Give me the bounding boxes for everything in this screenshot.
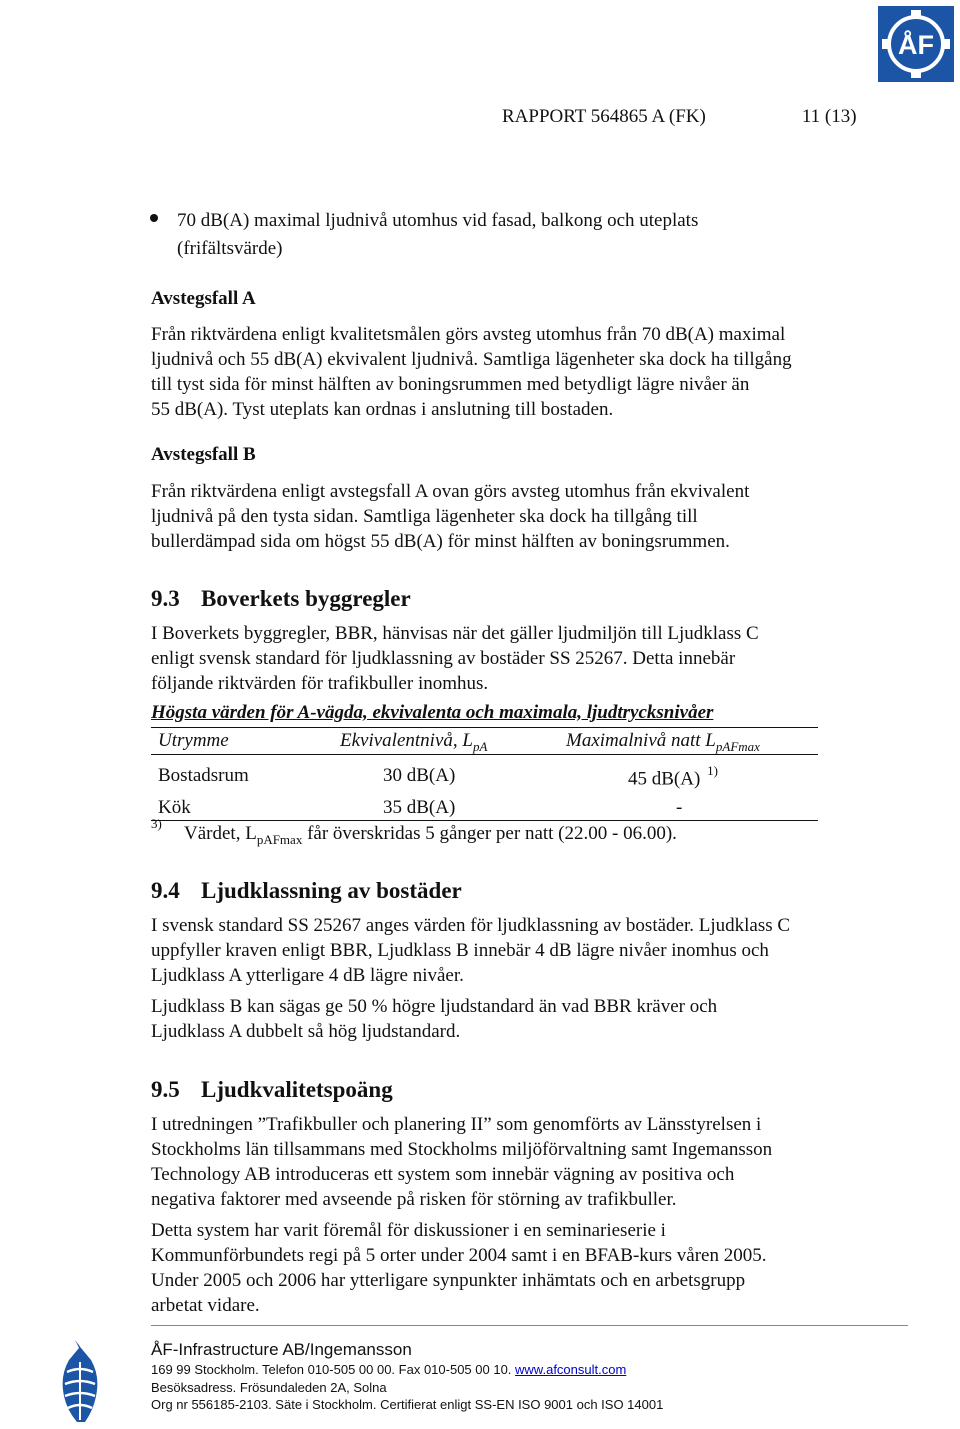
text-line: Från riktvärdena enligt avstegsfall A ovan görs avsteg utomhus från ekvivalent [151, 481, 750, 502]
text-line: negativa faktorer med avseende på risken för störning av trafikbuller. [151, 1189, 677, 1210]
text-line: följande riktvärden för trafikbuller inomhus. [151, 673, 489, 694]
table-top-rule [151, 727, 818, 728]
text-line: Ljudklass B kan sägas ge 50 % högre ljudstandard än vad BBR kräver och [151, 996, 718, 1017]
table-cell-equivalent: 30 dB(A) [383, 765, 456, 786]
header-text: Ekvivalentnivå, L [340, 730, 473, 751]
table-cell-maximum [628, 765, 718, 790]
bullet-item [177, 207, 837, 263]
section-title: Ljudkvalitetspoäng [201, 1077, 393, 1102]
report-header [502, 106, 857, 128]
footnote-subscript: pAFmax [256, 831, 303, 847]
avstegsfall-a-paragraph [151, 322, 851, 422]
table-header-room: Utrymme [158, 730, 229, 751]
text-line: Kommunförbundets regi på 5 orter under 2004 samt i en BFAB-kurs våren 2005. [151, 1245, 767, 1266]
text-line: I svensk standard SS 25267 anges värden för ljudklassning av bostäder. Ljudklass C [151, 915, 791, 936]
section-number: 9.5 [151, 1077, 180, 1102]
footer-divider [151, 1325, 908, 1326]
text-line: till tyst sida för minst hälften av boningsrummen med betydligt lägre nivåer än [151, 374, 750, 395]
section-9-5-paragraph-1 [151, 1112, 851, 1212]
bullet-line: (frifältsvärde) [177, 238, 283, 259]
text-line: ljudnivå på den tysta sidan. Samtliga lägenheter ska dock ha tillgång till [151, 506, 698, 527]
text-line: Ljudklass A dubbelt så hög ljudstandard. [151, 1021, 461, 1042]
text-line: I utredningen ”Trafikbuller och planering II” som genomförts av Länsstyrelsen i [151, 1114, 762, 1135]
section-9-3-paragraph [151, 621, 851, 696]
text-line: I Boverkets byggregler, BBR, hänvisas när det gäller ljudmiljön till Ljudklass C [151, 623, 759, 644]
header-subscript: pA [472, 738, 488, 754]
footnote-text: Värdet, L [184, 823, 257, 844]
text-line: Ljudklass A ytterligare 4 dB lägre nivåer. [151, 965, 464, 986]
text-line: Under 2005 och 2006 har ytterligare synpunkter inhämtats och en arbetsgrupp [151, 1270, 746, 1291]
table-cell-room: Bostadsrum [158, 765, 249, 786]
footer-contact-text: 169 99 Stockholm. Telefon 010-505 00 00. Fax 010-505 00 10. [151, 1362, 516, 1377]
text-line: Technology AB introduceras ett system som innebär vägning av positiva och [151, 1164, 735, 1185]
section-9-5-paragraph-2 [151, 1218, 851, 1318]
text-line: 55 dB(A). Tyst uteplats kan ordnas i anslutning till bostaden. [151, 399, 614, 420]
text-line: enligt svensk standard för ljudklassning av bostäder SS 25267. Detta innebär [151, 648, 736, 669]
text-line: ljudnivå och 55 dB(A) ekvivalent ljudnivå. Samtliga lägenheter ska dock ha tillgång [151, 349, 792, 370]
shell-icon [55, 1338, 105, 1424]
section-number: 9.4 [151, 878, 180, 903]
text-line: Detta system har varit föremål för diskussioner i en seminarieserie i [151, 1220, 666, 1241]
table-cell-maximum: - [676, 797, 683, 818]
section-title: Ljudklassning av bostäder [201, 878, 462, 903]
table-cell-equivalent: 35 dB(A) [383, 797, 456, 818]
text-line: uppfyller kraven enligt BBR, Ljudklass B innebär 4 dB lägre nivåer inomhus och [151, 940, 769, 961]
text-line: bullerdämpad sida om högst 55 dB(A) för minst hälften av boningsrummen. [151, 531, 730, 552]
text-line: arbetat vidare. [151, 1295, 260, 1316]
text-line: Från riktvärdena enligt kvalitetsmålen görs avsteg utomhus från 70 dB(A) maximal [151, 324, 786, 345]
table-header-rule [151, 754, 818, 755]
section-number: 9.3 [151, 586, 180, 611]
section-9-4-heading [151, 878, 462, 904]
section-9-3-heading [151, 586, 411, 612]
logo-text: ÅF [898, 30, 934, 60]
footnote-text: får överskridas 5 gånger per natt (22.00 - 06.00). [307, 823, 677, 844]
footer-address: Besöksadress. Frösundaleden 2A, Solna [151, 1380, 387, 1395]
header-text: Maximalnivå natt L [566, 730, 716, 751]
text-line: Stockholms län tillsammans med Stockholms miljöförvaltning samt Ingemansson [151, 1139, 773, 1160]
bullet-line: 70 dB(A) maximal ljudnivå utomhus vid fasad, balkong och uteplats [177, 210, 699, 231]
table-footnote [184, 823, 677, 848]
section-9-4-paragraph-2 [151, 994, 851, 1044]
header-subscript: pAFmax [715, 738, 760, 754]
section-title: Boverkets byggregler [201, 586, 411, 611]
cell-text: 45 dB(A) [628, 768, 701, 790]
table-caption: Högsta värden för A-vägda, ekvivalenta och maximala, ljudtrycksnivåer [151, 702, 714, 723]
footer-website-link[interactable]: www.afconsult.com [515, 1362, 627, 1377]
af-logo-icon [878, 6, 954, 82]
footer-contact [151, 1362, 626, 1377]
avstegsfall-b-heading: Avstegsfall B [151, 444, 256, 465]
footnote-ref: 1) [707, 763, 718, 778]
footer-org: Org nr 556185-2103. Säte i Stockholm. Certifierat enligt SS-EN ISO 9001 och ISO 14001 [151, 1397, 664, 1412]
avstegsfall-a-heading: Avstegsfall A [151, 288, 256, 309]
table-bottom-rule [151, 820, 818, 821]
section-9-4-paragraph-1 [151, 913, 851, 988]
table-footnote-mark: 3) [151, 816, 162, 831]
bullet-dot [150, 214, 158, 222]
footer-company: ÅF-Infrastructure AB/Ingemansson [151, 1340, 412, 1359]
table-cell-room: Kök [158, 797, 191, 818]
table-header-maximum [566, 730, 760, 755]
table-header-equivalent [340, 730, 487, 755]
avstegsfall-b-paragraph [151, 479, 851, 554]
report-number: RAPPORT 564865 A (FK) [502, 106, 706, 127]
page-number: 11 (13) [801, 106, 857, 127]
section-9-5-heading [151, 1077, 393, 1103]
